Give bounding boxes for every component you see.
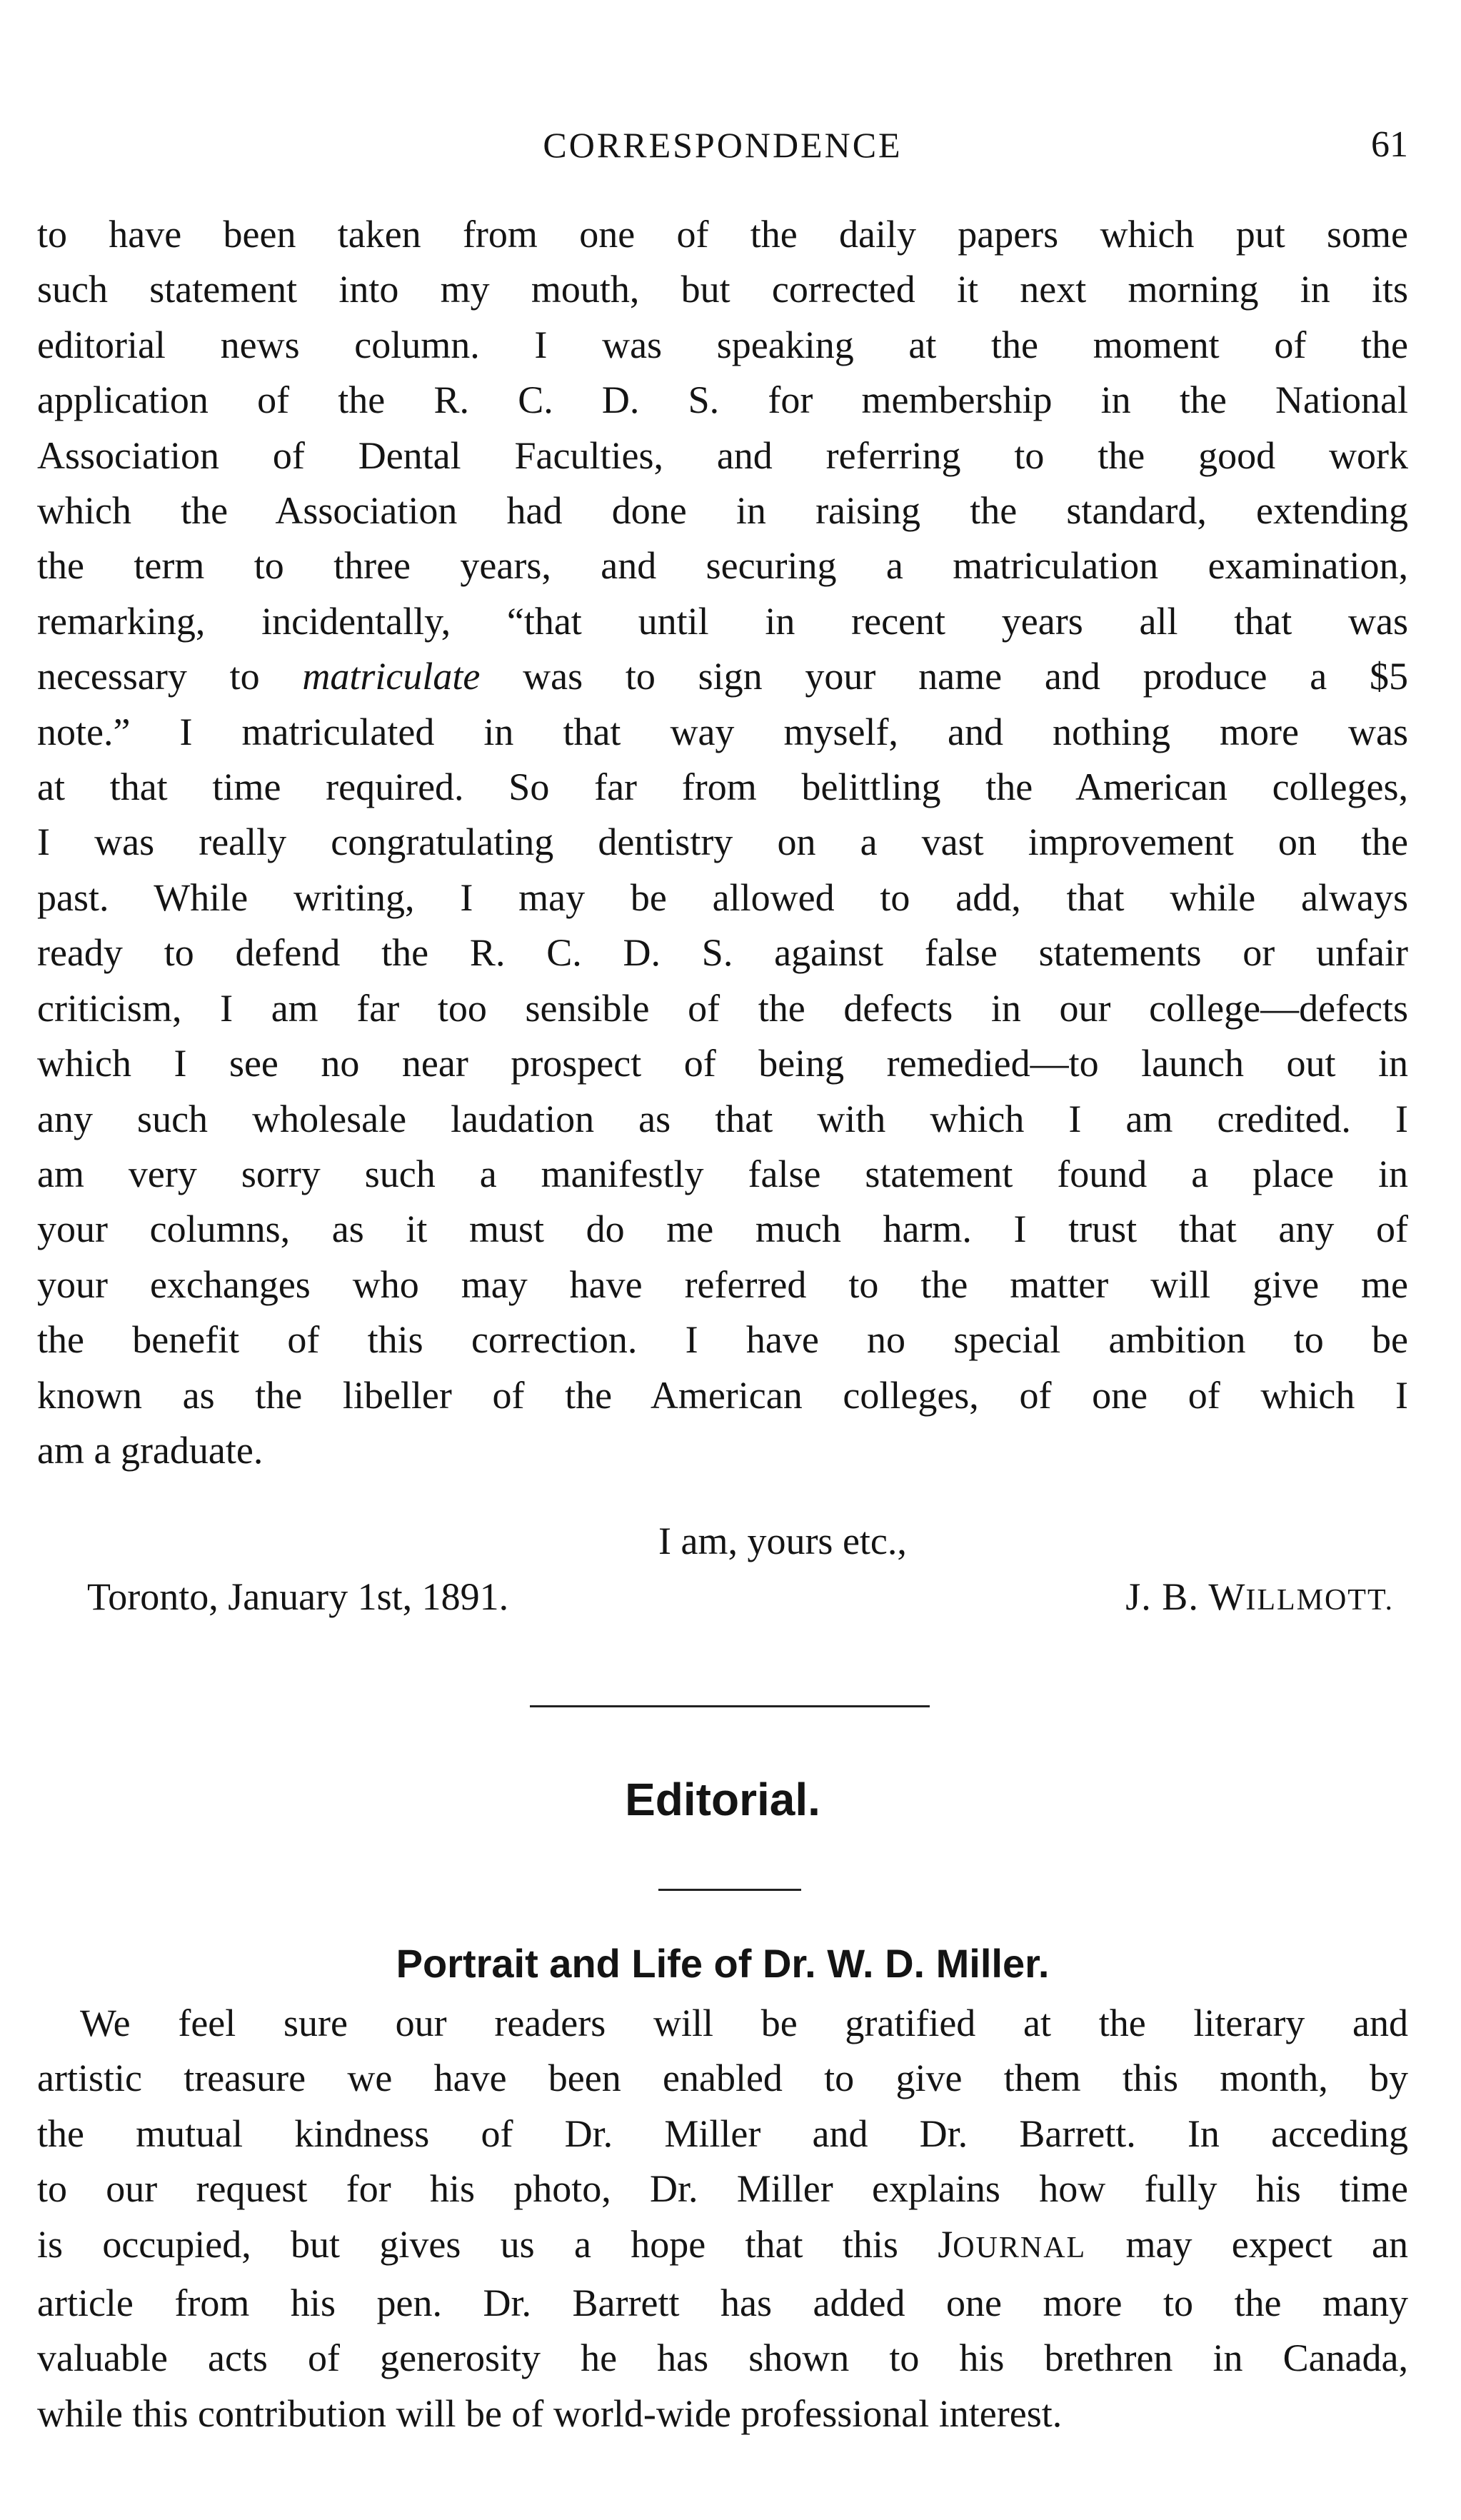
letter-line: any such wholesale laudation as that with which I am credited. I (37, 1097, 1408, 1140)
letter-line-matriculate (37, 649, 1408, 704)
letter-line: the term to three years, and securing a matriculation examination, (37, 544, 1408, 588)
journal-initial: J (938, 2222, 953, 2266)
article-line: We feel sure our readers will be gratified at the literary and (80, 2002, 1408, 2044)
letter-line: am very sorry such a manifestly false statement found a place in (37, 1152, 1408, 1195)
letter-line: note.” I matriculated in that way myself, and nothing more was (37, 710, 1408, 753)
letter-line: which the Association had done in raising the standard, extending (37, 489, 1408, 533)
letter-line: criticism, I am far too sensible of the defects in our college—defects (37, 986, 1408, 1030)
section-divider (530, 1705, 930, 1707)
letter-line: am a graduate. (37, 1428, 263, 1472)
letter-line: your columns, as it must do me much harm. I trust that any of (37, 1208, 1408, 1251)
article-line: the mutual kindness of Dr. Miller and Dr. Barrett. In acceding (37, 2112, 1408, 2155)
letter-line: such statement into my mouth, but corrected it next morning in its (37, 268, 1408, 311)
article-line: while this contribution will be of world-wide professional interest. (37, 2391, 1063, 2435)
letter-line: past. While writing, I may be allowed to add, that while always (37, 875, 1408, 919)
article-body (37, 1996, 1408, 2441)
letter-text: necessary to (37, 655, 303, 698)
letter-line: ready to defend the R. C. D. S. against false statements or unfair (37, 931, 1408, 975)
letter-line: I was really congratulating dentistry on a vast improvement on the (37, 820, 1408, 864)
page-number: 61 (1371, 124, 1408, 165)
letter-line: remarking, incidentally, “that until in recent years all that was (37, 599, 1408, 643)
letter-line: editorial news column. I was speaking at the moment of the (37, 323, 1408, 366)
article-line: to our request for his photo, Dr. Miller explains how fully his time (37, 2167, 1408, 2211)
running-head (37, 120, 1408, 170)
heading-divider (658, 1889, 801, 1891)
letter-text: was to sign your name and produce a $5 (480, 655, 1408, 698)
letter-line: Association of Dental Faculties, and referring to the good work (37, 433, 1408, 477)
letter-line: known as the libeller of the American colleges, of one of which I (37, 1373, 1408, 1417)
signature-surname: ILLMOTT. (1245, 1584, 1394, 1617)
letter-body (37, 207, 1408, 1478)
letter-line: application of the R. C. D. S. for membership in the National (37, 378, 1408, 422)
article-line: artistic treasure we have been enabled to give them this month, by (37, 2057, 1408, 2100)
letter-line: to have been taken from one of the daily papers which put some (37, 213, 1408, 256)
section-heading: Editorial. (625, 1774, 820, 1825)
closing-phrase: I am, yours etc., (658, 1520, 907, 1562)
letter-line: the benefit of this correction. I have no special ambition to be (37, 1318, 1408, 1362)
italic-word: matriculate (302, 655, 481, 698)
signature-initials: J. B. W (1125, 1575, 1246, 1618)
article-text: may expect an (1086, 2222, 1408, 2266)
article-line: valuable acts of generosity he has shown to his brethren in Canada, (37, 2336, 1408, 2380)
letter-line: which I see no near prospect of being remedied—to launch out in (37, 1042, 1408, 1085)
journal-rest: OURNAL (953, 2231, 1087, 2264)
running-title: CORRESPONDENCE (543, 125, 903, 165)
article-text: is occupied, but gives us a hope that this (37, 2222, 938, 2266)
signature (1125, 1570, 1394, 1628)
place-date: Toronto, January 1st, 1891. (87, 1575, 509, 1618)
article-line: article from his pen. Dr. Barrett has added one more to the many (37, 2281, 1408, 2325)
letter-line: at that time required. So far from belittling the American colleges, (37, 765, 1408, 809)
article-line-journal (37, 2217, 1408, 2276)
letter-line: your exchanges who may have referred to the matter will give me (37, 1262, 1408, 1306)
article-title: Portrait and Life of Dr. W. D. Miller. (396, 1941, 1050, 1986)
